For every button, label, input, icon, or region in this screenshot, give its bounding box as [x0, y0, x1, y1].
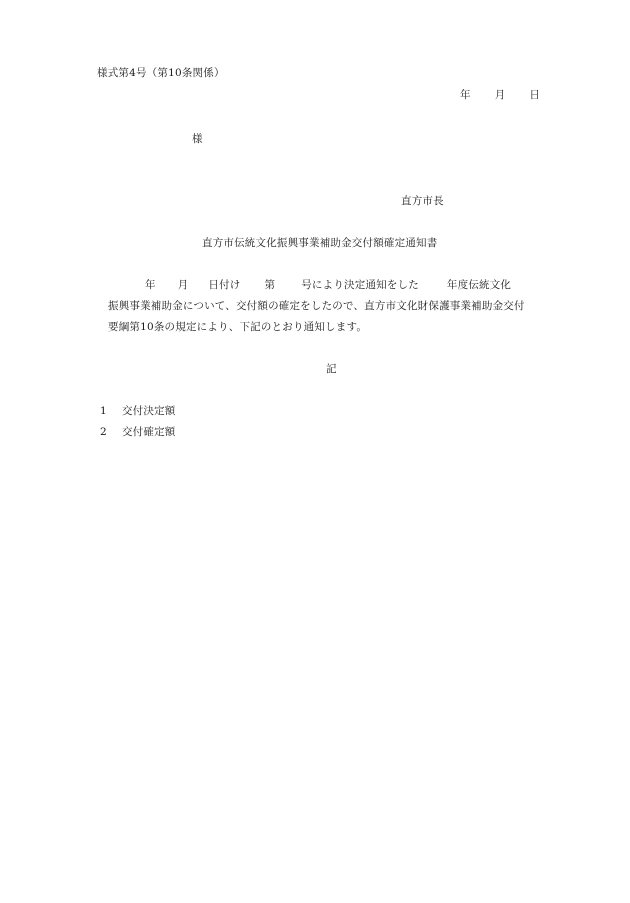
addressee-honorific: 様 [192, 133, 203, 145]
body-fiscal-tail: 年度伝統文化 [446, 279, 512, 291]
body-month-label: 月 [177, 279, 189, 291]
body-dated-label: 日付け [208, 279, 241, 291]
date-line [460, 88, 540, 102]
body-number-prefix: 第 [264, 279, 276, 291]
date-month-label: 月 [494, 89, 506, 101]
item-label: 交付確定額 [122, 426, 176, 438]
item-number: 1 [100, 405, 107, 417]
form-number: 様式第4号（第10条関係） [97, 67, 225, 79]
body-line-3: 要綱第10条の規定により、下記のとおり通知します。 [108, 321, 368, 333]
body-line-1 [145, 278, 511, 292]
sender-name: 直方市長 [401, 195, 444, 207]
item-number: 2 [100, 426, 107, 438]
date-year-label: 年 [460, 89, 471, 101]
body-year-label: 年 [145, 279, 156, 291]
record-heading: 記 [326, 363, 337, 375]
body-number-suffix: 号により決定通知をした [301, 279, 419, 291]
list-item [100, 425, 176, 439]
item-label: 交付決定額 [122, 405, 176, 417]
document-title: 直方市伝統文化振興事業補助金交付額確定通知書 [202, 237, 438, 249]
list-item [100, 404, 176, 418]
body-line-2: 振興事業補助金について、交付額の確定をしたので、直方市文化財保護事業補助金交付 [108, 300, 525, 312]
date-day-label: 日 [529, 89, 541, 101]
